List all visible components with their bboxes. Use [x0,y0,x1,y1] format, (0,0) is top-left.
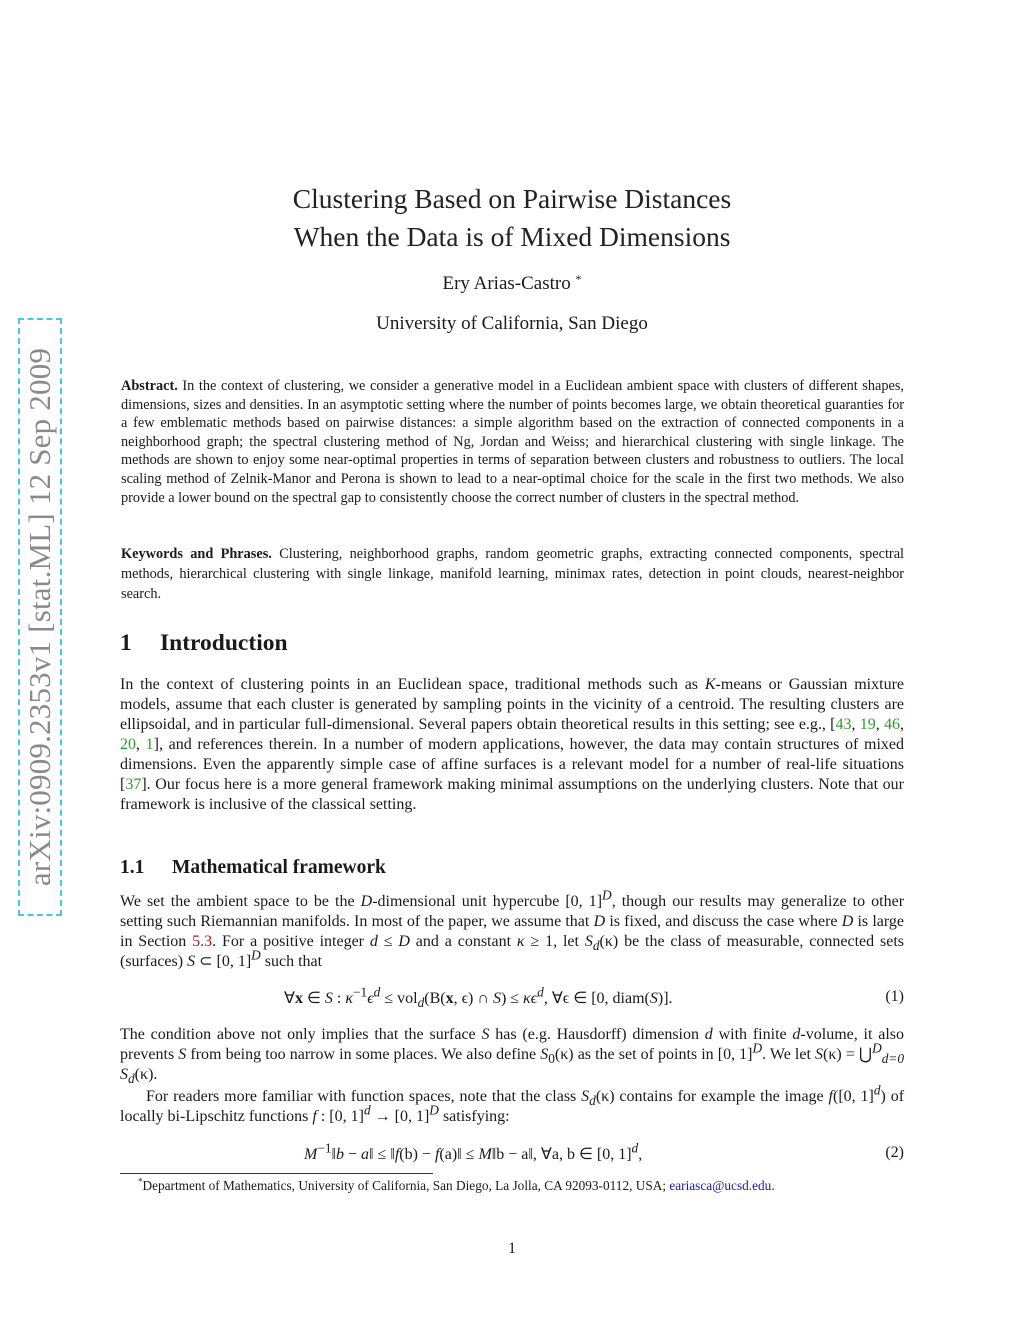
framework-paragraph [120,887,905,972]
math: (b) − [399,1146,435,1163]
text: , though our results may generalize to other setting such Riemannian manifolds. In most of the paper, we assume that [120,893,905,930]
email-link[interactable]: eariasca@ucsd.edu [669,1178,772,1193]
function-spaces-paragraph [120,1082,905,1127]
math: M [478,1146,492,1163]
math: d [631,1140,639,1156]
math: d [537,984,544,1000]
math: (κ) [595,1088,615,1105]
citation-link[interactable]: 19 [859,716,876,733]
math: (κ) [134,1066,154,1083]
math: S [649,990,658,1007]
math: D [429,1102,439,1118]
math: ‖b − a‖, ∀a, b ∈ [0, 1] [491,1146,632,1163]
math: D [251,947,261,963]
math: ([0, 1] [832,1088,874,1105]
text: . [153,1066,158,1083]
math: ‖ [331,1146,337,1163]
math: d [589,1093,596,1109]
text: be the class of measurable, connected sets (surfaces) [120,933,904,970]
math: f [434,1146,440,1163]
section-title: Introduction [160,630,288,656]
math: → [0, 1] [370,1108,430,1125]
abstract [121,377,904,507]
math: S [178,1046,187,1063]
footnote-mark: * [138,1176,143,1187]
math: M [304,1146,318,1163]
math: S [120,1066,128,1083]
citation-link[interactable]: 1 [145,736,154,753]
equation-2-body [304,1140,643,1164]
math: ) ≤ [500,990,524,1007]
math: −1 [353,984,368,1000]
math: f [394,1146,400,1163]
math: S [481,1026,490,1043]
text: ) of locally bi-Lipschitz functions [120,1088,905,1125]
title-line-2: When the Data is of Mixed Dimensions [293,221,731,252]
math: D [360,893,373,910]
math: S [540,1046,549,1063]
math: D [593,913,606,930]
math: (a) [439,1146,458,1163]
math: ≤ [380,990,398,1007]
keywords [121,544,904,604]
paper-title [120,180,904,256]
math: d [128,1071,135,1087]
condition-paragraph [120,1025,904,1085]
citation-link[interactable]: 46 [884,716,900,733]
math: S [584,933,593,950]
text: ≤ [377,933,399,950]
intro-text: -means or Gaussian mixture models, assume that each cluster is generated by sampling points in the vicinity of a centroid. The resulting clusters are ellipsoidal, and in particular full-dimensional. Several papers obtain theoretical results in this setting; see e.g., [ [120,676,905,733]
text: satisfying: [438,1108,510,1125]
author-footnote-mark: * [575,272,582,286]
section-number: 1 [120,630,132,656]
math: d [373,984,381,1000]
text: contains for example the image [614,1088,829,1105]
math: d [792,1026,801,1043]
text: -volume, it also prevents [120,1026,905,1063]
text: -dimensional unit hypercube [0, 1] [372,893,603,910]
math: κϵ [523,990,538,1007]
text: is large in Section [120,913,905,950]
text: and a constant [409,933,517,950]
math: S [492,990,501,1007]
equation-number: (2) [885,1144,904,1161]
text: For readers more familiar with function spaces, note that the class [146,1088,582,1105]
math: f [828,1088,833,1105]
math: D [872,1040,882,1056]
keywords-text: Clustering, neighborhood graphs, random geometric graphs, extracting connected components, spectral methods, hierarchical clustering with single linkage, manifold learning, minimax rates, detection in point clouds, nearest-neighbor search. [121,546,905,602]
math: (κ) [599,933,619,950]
intro-text: ]. Our focus here is a more general framework making minimal assumptions on the underlying clusters. Note that our framework is inclusive of the classical setting. [120,776,904,813]
math: )]. [657,990,673,1007]
math: b [336,1146,345,1163]
author-name: Ery Arias-Castro [442,273,571,294]
subsection-title: Mathematical framework [172,857,386,878]
math: d [873,1082,881,1098]
separator: , [851,716,860,733]
math: S [324,990,333,1007]
footnote-rule [120,1173,433,1174]
intro-paragraph [120,675,904,815]
intro-text: In the context of clustering points in an Euclidean space, traditional methods such as [120,676,705,693]
math: D [398,933,410,950]
text: has (e.g. Hausdorff) dimension [489,1026,705,1043]
keywords-label: Keywords and Phrases. [121,546,272,562]
math: f [312,1108,317,1125]
math: vol [397,990,418,1007]
math: ‖ ≤ ‖ [369,1146,395,1163]
math: x [294,990,303,1007]
text: . We let [762,1046,816,1063]
arxiv-stamp-text: arXiv:0909.2353v1 [stat.ML] 12 Sep 2009 [22,347,57,887]
equation-1-body [284,984,673,1011]
text: as the set of points in [0, 1] [573,1046,753,1063]
math: = ⋃ [841,1046,873,1063]
text: is fixed, and discuss the case where [605,913,842,930]
text: We set the ambient space to be the [120,893,361,910]
citation-link[interactable]: 43 [835,716,852,733]
equation-number: (1) [885,988,904,1005]
math: ∈ [302,990,325,1007]
page-number: 1 [508,1240,516,1257]
author [120,273,904,295]
text: The condition above not only implies that the surface [120,1026,482,1043]
text: with finite [712,1026,793,1043]
separator: , [900,716,904,733]
math: S [187,953,196,970]
math: S [581,1088,590,1105]
math: , [638,1146,643,1163]
intro-text: ], and references therein. In a number of modern applications, however, the data may contain structures of mixed dimensions. Even the apparently simple case of affine surfaces is a relevant model for a number of real-life situations [ [120,736,904,793]
math: −1 [317,1140,332,1156]
subsection-heading-framework [120,857,386,879]
separator: , [136,736,146,753]
separator: , [875,716,884,733]
math: d [592,938,600,954]
math: 0 [548,1051,555,1067]
math: d [704,1026,713,1043]
math: ∀ [284,990,295,1007]
math: a [361,1146,370,1163]
title-line-1: Clustering Based on Pairwise Distances [292,183,732,214]
footnote-text: Department of Mathematics, University of California, San Diego, La Jolla, CA 92093-0112, USA; [142,1178,670,1193]
math: ‖ ≤ [457,1146,479,1163]
citation-link[interactable]: 37 [125,776,142,793]
math: D [602,887,612,903]
section-heading-introduction [120,630,288,657]
footnote [138,1178,775,1194]
text: ⊂ [0, 1] [195,953,252,970]
math: d [369,933,378,950]
math: d=0 [881,1051,905,1067]
math: − [344,1146,362,1163]
text: . For a positive integer [212,933,370,950]
abstract-text: In the context of clustering, we consider a generative model in a Euclidean ambient space with clusters of different shapes, dimensions, sizes and densities. In an asymptotic setting where the number of points becomes large, we obtain theoretical guaranties for a few emblematic methods based on pairwise distances: a simple algorithm based on the extraction of connected components in a neighborhood graph; the spectral clustering method of Ng, Jordan and Weiss; and hierarchical clustering with single linkage. The methods are shown to enjoy some near-optimal properties in terms of separation between clusters and robustness to outliers. The local scaling method of Zelnik-Manor and Perona is shown to lead to a near-optimal choice for the scale in the first two methods. We also provide a lower bound on the spectral gap to consistently choose the correct number of clusters in the spectral method. [121,378,904,506]
math: x [445,990,454,1007]
math: , ϵ) ∩ [453,990,493,1007]
math: κ [345,990,354,1007]
math: d [363,1102,371,1118]
math: ϵ [367,990,374,1007]
math: d [417,995,425,1011]
subsection-number: 1.1 [120,857,145,878]
abstract-label: Abstract. [121,378,178,394]
footnote-end: . [771,1178,775,1193]
math: , ∀ϵ ∈ [0, diam( [543,990,650,1007]
math: κ [516,933,525,950]
arxiv-stamp [18,318,62,916]
math: (κ) [554,1046,574,1063]
math: : [0, 1] [316,1108,364,1125]
math: (B( [424,990,446,1007]
math: D [752,1040,763,1056]
math-k: K [704,676,716,693]
text: from being too narrow in some places. We also define [186,1046,541,1063]
affiliation: University of California, San Diego [376,313,648,334]
section-ref-link[interactable]: 5.3 [192,933,213,950]
math: (κ) [823,1046,842,1063]
citation-link[interactable]: 20 [120,736,136,753]
math: : [332,990,346,1007]
math: D [841,913,854,930]
math: S [815,1046,824,1063]
text: ≥ 1, let [524,933,585,950]
text: such that [260,953,323,970]
